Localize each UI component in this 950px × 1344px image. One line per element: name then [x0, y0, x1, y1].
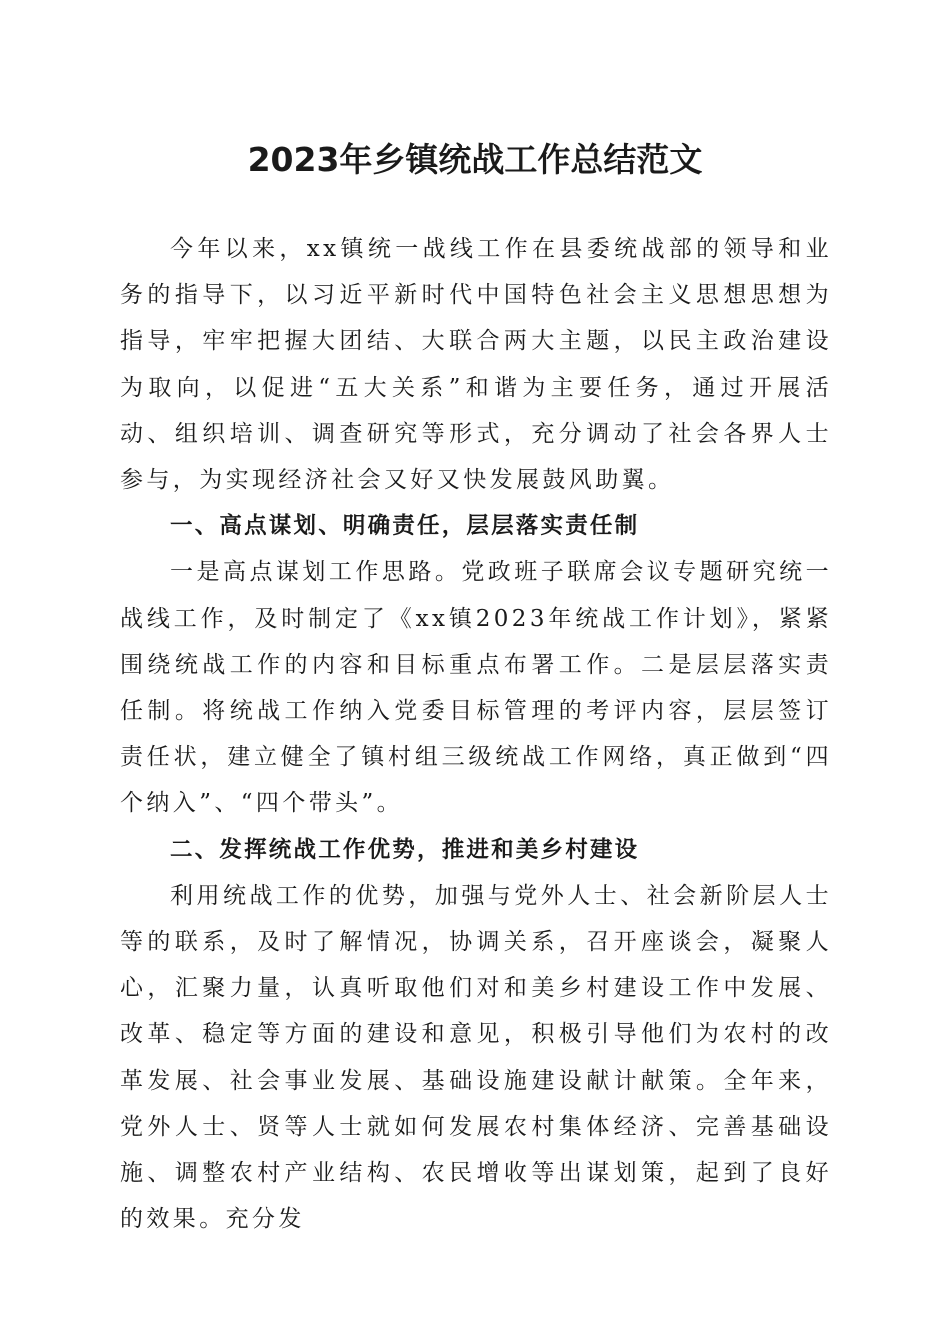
document-title: 2023年乡镇统战工作总结范文	[247, 140, 703, 179]
section-heading-1: 一、高点谋划、明确责任，层层落实责任制	[170, 513, 640, 540]
document-body	[120, 226, 832, 1242]
section-heading-2: 二、发挥统战工作优势，推进和美乡村建设	[170, 836, 640, 863]
section-paragraph-1: 一是高点谋划工作思路。党政班子联席会议专题研究统一战线工作，及时制定了《xx镇2023年统战工作计划》，紧紧围绕统战工作的内容和目标重点布署工作。二是层层落实责任制。将统战工作纳入党委目标管理的考评内容，层层签订责任状，建立健全了镇村组三级统战工作网络，真正做到“四个纳入”、“四个带头”。	[120, 559, 832, 817]
intro-paragraph: 今年以来，xx镇统一战线工作在县委统战部的领导和业务的指导下，以习近平新时代中国特色社会主义思想思想为指导，牢牢把握大团结、大联合两大主题，以民主政治建设为取向，以促进“五大关系”和谐为主要任务，通过开展活动、组织培训、调查研究等形式，充分调动了社会各界人士参与，为实现经济社会又好又快发展鼓风助翼。	[120, 236, 832, 494]
section-paragraph-2: 利用统战工作的优势，加强与党外人士、社会新阶层人士等的联系，及时了解情况，协调关系，召开座谈会，凝聚人心，汇聚力量，认真听取他们对和美乡村建设工作中发展、改革、稳定等方面的建设和意见，积极引导他们为农村的改革发展、社会事业发展、基础设施建设献计献策。全年来，党外人士、贤等人士就如何发展农村集体经济、完善基础设施、调整农村产业结构、农民增收等出谋划策，起到了良好的效果。充分发	[120, 882, 832, 1233]
